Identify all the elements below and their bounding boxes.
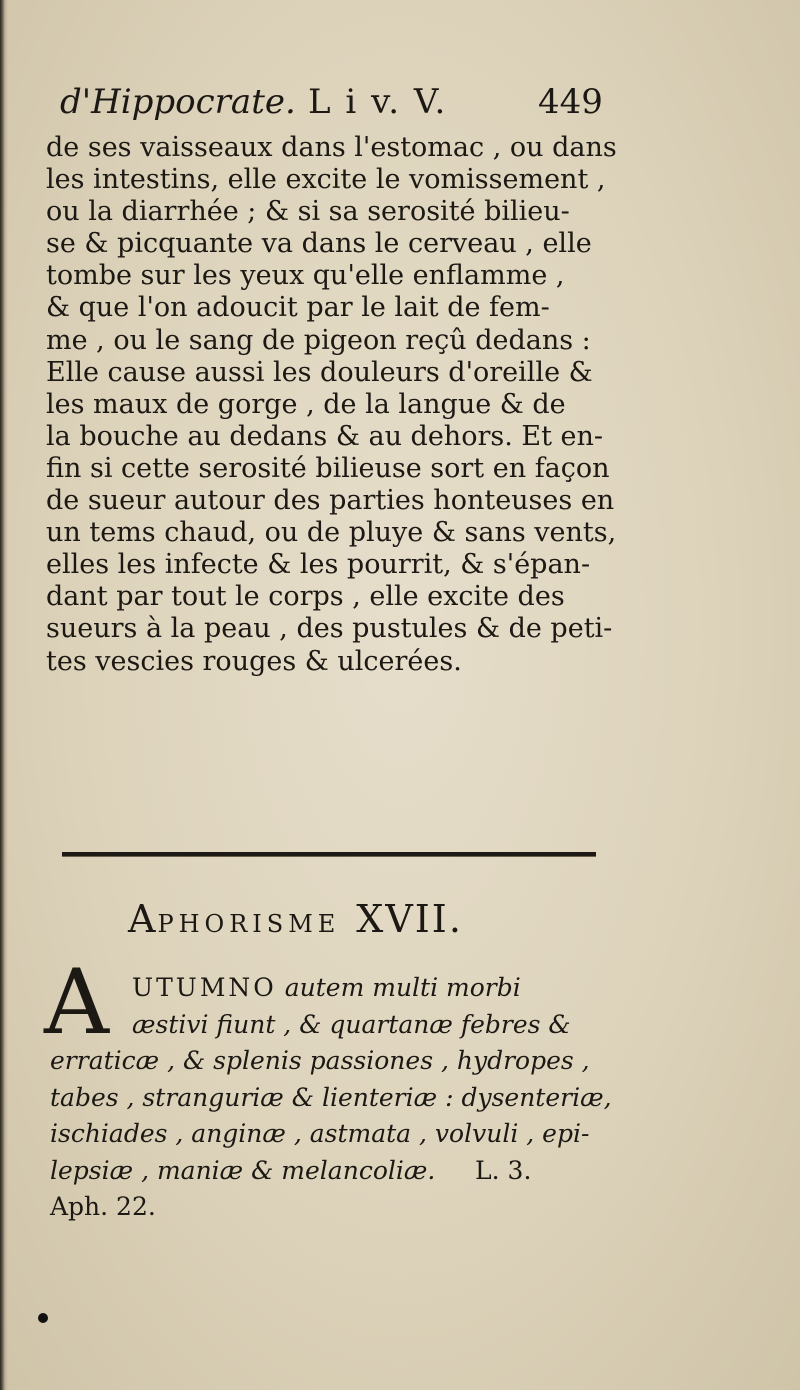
aphorism-line: æstivi fiunt , & quartanæ febres & [132, 1009, 571, 1039]
aphorism-line: erraticæ , & splenis passiones , hydropes , [50, 1046, 590, 1075]
text-line: sueurs à la peau , des pustules & de peti- [46, 613, 613, 645]
text-line: les maux de gorge , de la langue & de [46, 388, 566, 420]
text-line: ou la diarrhée ; & si sa serosité bilieu- [46, 196, 570, 228]
latin-phrase: autem multi morbi [284, 973, 521, 1002]
aphorism-title-word: PHORISME [157, 910, 341, 938]
text-line: un tems chaud, ou de pluye & sans vents, [46, 517, 617, 549]
text-line: dant par tout le corps , elle excite des [46, 581, 565, 613]
text-line: de sueur autour des parties honteuses en [46, 485, 615, 517]
aphorism-title [128, 897, 548, 947]
aphorism-line [50, 1153, 650, 1190]
text-line: fin si cette serosité bilieuse sort en façon [46, 452, 610, 484]
aphorism-latin-text [50, 970, 650, 1226]
text-line: me , ou le sang de pigeon reçû dedans : [46, 324, 591, 356]
main-text-block [46, 132, 626, 678]
text-line: & que l'on adoucit par le lait de fem- [46, 292, 550, 324]
first-word-smallcaps: UTUMNO [132, 973, 277, 1002]
latin-phrase: lepsiæ , maniæ & melancoliæ. [50, 1155, 436, 1185]
text-line: tombe sur les yeux qu'elle enflamme , [46, 260, 565, 292]
section-divider-rule [62, 852, 596, 857]
reference-book: L. 3. [475, 1155, 532, 1185]
aphorism-number: XVII. [356, 897, 463, 941]
aphorism-title-initial: A [128, 897, 158, 941]
drop-cap: A [44, 950, 109, 1055]
page-number: 449 [538, 82, 603, 122]
aphorism-line: ischiades , anginæ , astmata , volvuli , epi- [50, 1119, 590, 1148]
text-line: se & picquante va dans le cerveau , elle [46, 228, 592, 260]
reference-aphorism: Aph. 22. [50, 1192, 156, 1221]
aphorism-line [50, 970, 650, 1007]
text-line: Elle cause aussi les douleurs d'oreille & [46, 356, 593, 388]
text-line: les intestins, elle excite le vomissement , [46, 164, 606, 196]
page-binding-edge [0, 0, 8, 1390]
text-line: la bouche au dedans & au dehors. Et en- [46, 420, 604, 452]
text-line: tes vescies rouges & ulcerées. [46, 645, 462, 677]
book-number: L i v. V. [308, 82, 448, 122]
aphorism-line: tabes , stranguriæ & lienteriæ : dysenteriæ, [50, 1082, 612, 1112]
ink-dot-mark [38, 1313, 48, 1323]
running-title: d'Hippocrate. [60, 82, 296, 122]
text-line: elles les infecte & les pourrit, & s'épan- [46, 549, 591, 581]
text-line: de ses vaisseaux dans l'estomac , ou dans [46, 132, 617, 163]
page-header [60, 82, 660, 132]
